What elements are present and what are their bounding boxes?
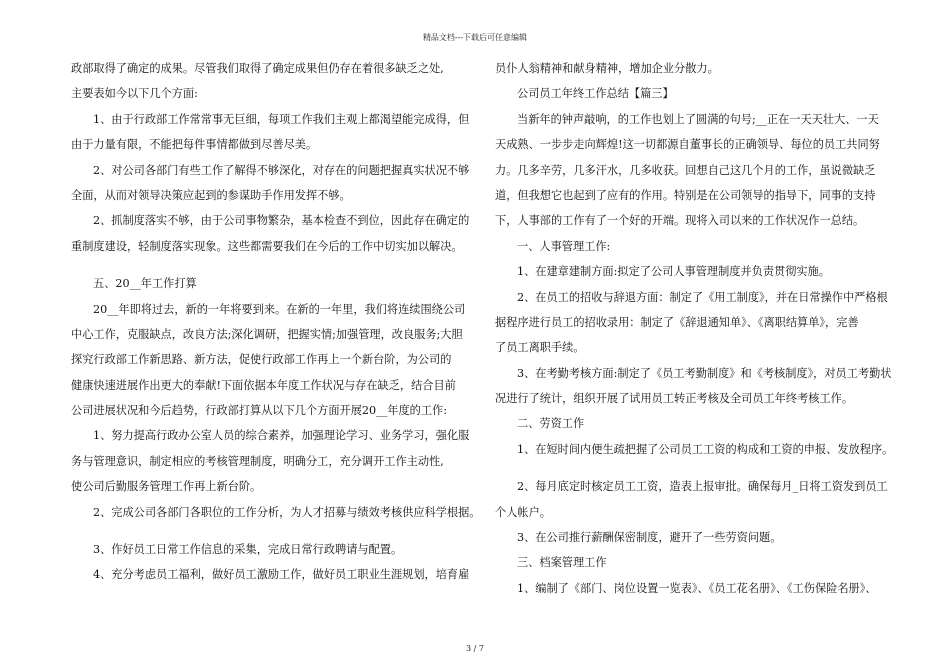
section-heading: 一、人事管理工作: — [517, 239, 611, 253]
right-column — [495, 56, 894, 601]
paragraph-line: 当新年的钟声敲响，的工作也划上了圆满的句号;__正在一天天壮大、一天 — [517, 112, 879, 126]
section-heading: 二、劳资工作 — [517, 417, 585, 431]
paragraph-line: 2、在员工的招收与辞退方面：制定了《用工制度》，并在日常操作中严格根 — [517, 290, 888, 304]
paragraph-line: 3、作好员工日常工作信息的采集，完成日常行政聘请与配置。 — [93, 543, 403, 557]
page-header: 精品文档---下载后可任意编辑 — [422, 33, 528, 42]
paragraph-line: 务与管理意识，制定相应的考核管理制度，明确分工，充分调开工作主动性, — [71, 454, 444, 468]
paragraph-line: 下，人事部的工作有了一个好的开端。现将入司以来的工作状况作一总结。 — [495, 214, 865, 228]
paragraph-line: 个人帐户。 — [495, 505, 551, 519]
paragraph-line: 探究行政部工作新思路、新方法，促使行政部工作再上一个新台阶，为公司的 — [71, 353, 452, 367]
paragraph-line: 政部取得了确定的成果。尽管我们取得了确定成果但仍存在着很多缺乏之处, — [71, 62, 444, 75]
paragraph-line: 健康快速进展作出更大的奉献!下面依据本年度工作状况与存在缺乏，结合目前 — [71, 378, 456, 392]
paragraph-line: 据程序进行员工的招收录用：制定了《辞退通知单》、《离职结算单》，完善 — [495, 315, 859, 329]
paragraph-line: 使公司后勤服务管理工作再上新台阶。 — [71, 480, 262, 494]
paragraph-line: 主要表如今以下几个方面: — [71, 87, 198, 101]
paragraph-line: 重制度建设，轻制度落实现象。这些都需要我们在今后的工作中切实加以解决。 — [71, 239, 463, 253]
paragraph-line: 2、对公司各部门有些工作了解得不够深化，对存在的问题把握真实状况不够 — [93, 163, 470, 177]
paragraph-line: 2、抓制度落实不够，由于公司事物繁杂，基本检查不到位，因此存在确定的 — [93, 214, 470, 228]
left-column — [71, 56, 481, 588]
paragraph-line: 了员工离职手续。 — [495, 341, 585, 355]
paragraph-line: 1、努力提高行政办公室人员的综合素养，加强理论学习、业务学习，强化服 — [93, 429, 470, 443]
paragraph-line: 1、在短时间内便生疏把握了公司员工工资的构成和工资的申报、发放程序。 — [517, 442, 894, 456]
section-heading: 五、20__年工作打算 — [93, 277, 197, 291]
paragraph-line: 天成熟、一步步走向辉煌!这一切都源自董事长的正确领导、每位的员工共同努 — [495, 138, 880, 152]
section-heading: 三、档案管理工作 — [517, 556, 607, 570]
paragraph-line: 力。几多辛劳，几多汗水，几多收获。回想自己这几个月的工作，虽说微缺乏 — [495, 163, 876, 177]
paragraph-line: 由于力量有限，不能把每件事情都做到尽善尽美。 — [71, 138, 318, 152]
paragraph-line: 况进行了统计，组织开展了试用员工转正考核及全司员工年终考核工作。 — [495, 392, 854, 406]
page-number: 3 / 7 — [466, 644, 484, 653]
paragraph-line: 2、每月底定时核定员工工资，造表上报审批。确保每月_日将工资发到员工 — [517, 480, 888, 494]
paragraph-line: 员仆人翁精神和献身精神，增加企业分散力。 — [495, 62, 719, 75]
paragraph-line: 1、在建章建制方面:拟定了公司人事管理制度并负责贯彻实施。 — [517, 265, 830, 279]
section-heading: 公司员工年终工作总结【篇三】 — [517, 87, 674, 101]
paragraph-line: 公司进展状况和今后趋势，行政部打算从以下几个方面开展20__年度的工作: — [71, 404, 448, 418]
paragraph-line: 1、编制了《部门、岗位设置一览表》、《员工花名册》、《工伤保险名册》、 — [517, 581, 877, 595]
paragraph-line: 4、充分考虑员工福利，做好员工激励工作，做好员工职业生涯规划，培育雇 — [93, 568, 470, 582]
paragraph-line: 中心工作，克服缺点，改良方法;深化调研，把握实情;加强管理，改良服务;大胆 — [71, 327, 463, 341]
paragraph-line: 全面，从而对领导决策应起到的参谋助手作用发挥不够。 — [71, 188, 351, 202]
paragraph-line: 1、由于行政部工作常常事无巨细，每项工作我们主观上都渴望能完成得，但 — [93, 112, 470, 126]
paragraph-line: 20__年即将过去，新的一年将要到来。在新的一年里，我们将连续围绕公司 — [93, 302, 466, 316]
paragraph-line: 道，但我想它也起到了应有的作用。特别是在公司领导的指导下，同事的支持 — [495, 188, 876, 202]
paragraph-line: 2、完成公司各部门各职位的工作分析，为人才招募与绩效考核供应科学根据。 — [93, 505, 481, 519]
paragraph-line: 3、在考勤考核方面:制定了《员工考勤制度》和《考核制度》，对员工考勤状 — [517, 366, 892, 380]
paragraph-line: 3、在公司推行薪酬保密制度，避开了一些劳资问题。 — [517, 531, 782, 545]
